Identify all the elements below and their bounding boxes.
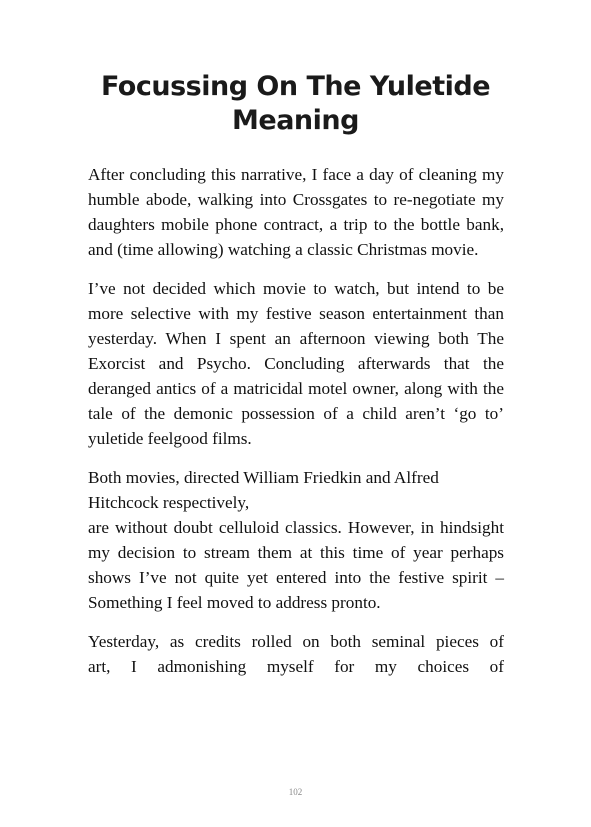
page-title: Focussing On The Yuletide Meaning: [100, 71, 491, 136]
paragraph-2: I’ve not decided which movie to watch, but intend to be more selective with my festive season entertainment than yesterday. When I spent an afternoon viewing both The Exorcist and Psycho. Concluding afterwards that the deranged antics of a matricidal motel owner, along with the tale of the demonic possession of a child aren’t ‘go to’ yuletide feelgood films.: [88, 279, 504, 448]
body-text: [88, 162, 504, 693]
paragraph-4: [88, 629, 504, 679]
page-number: 102: [288, 787, 303, 797]
paragraph-3: [88, 465, 504, 615]
paragraph-3-part-2: are without doubt celluloid classics. However, in hindsight my decision to stream them at this time of year perhaps shows I’ve not quite yet entered into the festive spirit – Something I feel moved to address pronto.: [88, 518, 504, 612]
paragraph-3-part-1: Both movies, directed William Friedkin and Alfred Hitchcock respectively,: [88, 468, 439, 512]
paragraph-4-line-1: Yesterday, as credits rolled on both seminal pieces of: [88, 632, 504, 651]
paragraph-1: After concluding this narrative, I face a day of cleaning my humble abode, walking into Crossgates to re-negotiate my daughters mobile phone contract, a trip to the bottle bank, and (time allowing) watching a classic Christmas movie.: [88, 165, 504, 259]
paragraph-4-line-2: art, I admonishing myself for my choices of: [88, 657, 504, 676]
